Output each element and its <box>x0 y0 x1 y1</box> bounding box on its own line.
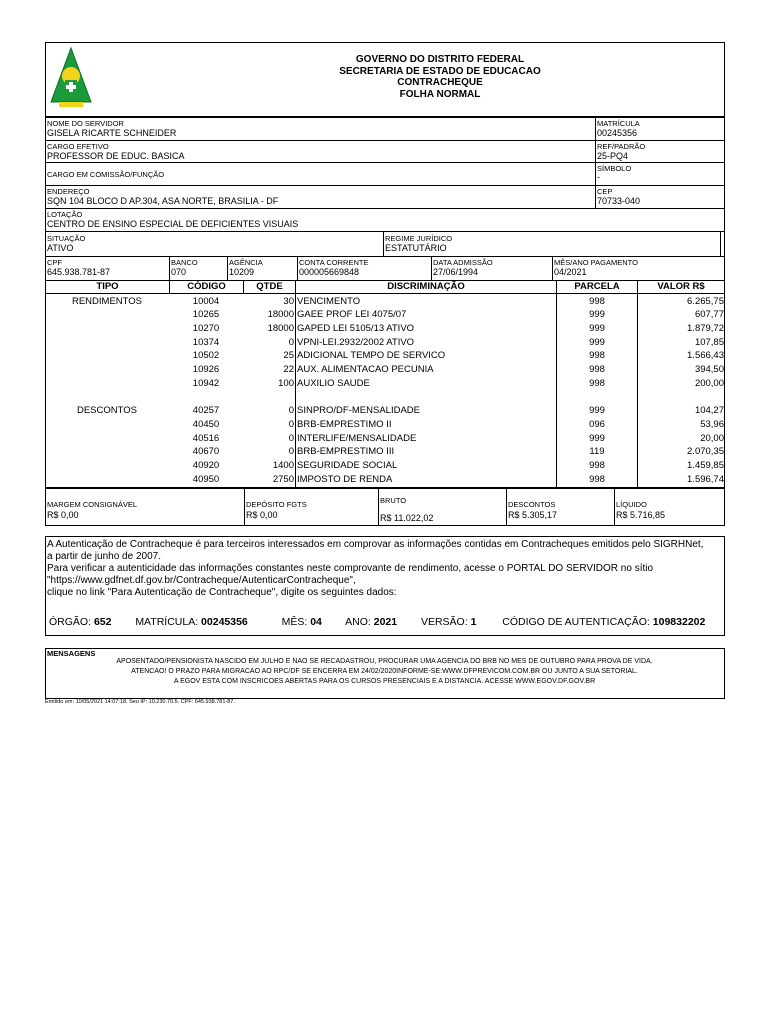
lotacao-label: LOTAÇÃO <box>47 210 83 219</box>
table-row <box>0 336 768 350</box>
cell-qtde: 22 <box>283 364 294 376</box>
cell-qtde: 0 <box>288 418 294 430</box>
cell-valor: 6.265,75 <box>687 295 724 307</box>
auth-versao-value: 1 <box>470 616 477 628</box>
margem-label: MARGEM CONSIGNÁVEL <box>47 500 138 509</box>
cep-value: 70733-040 <box>597 196 641 206</box>
col-discriminacao: DISCRIMINAÇÃO <box>387 281 465 292</box>
cell-parcela: 998 <box>589 295 605 307</box>
ref-value: 25-PQ4 <box>597 151 629 161</box>
auth-line-2: a partir de junho de 2007. <box>47 551 161 562</box>
bruto-label: BRUTO <box>380 496 407 505</box>
comissao-label: CARGO EM COMISSÃO/FUNÇÃO <box>47 170 165 179</box>
conta-label: CONTA CORRENTE <box>299 258 369 267</box>
message-2: ATENCAO! O PRAZO PARA MIGRACAO AO RPC/DF SE ENCERRA EM 24/02/2020INFORME-SE:WWW.DFPREVICOM.COM.BR OU JUNTO A SUA SETORIAL. <box>131 668 638 675</box>
cell-valor: 2.070,35 <box>687 446 724 458</box>
cell-parcela: 999 <box>589 432 605 444</box>
auth-ano-value: 2021 <box>373 616 398 628</box>
agencia-label: AGÊNCIA <box>229 258 263 267</box>
matricula-label: MATRÍCULA <box>597 119 640 128</box>
auth-codigo-label: CÓDIGO DE AUTENTICAÇÃO: <box>502 616 650 628</box>
cell-desc: BRB-EMPRESTIMO III <box>297 446 395 458</box>
cell-desc: IMPOSTO DE RENDA <box>297 473 393 485</box>
cell-parcela: 998 <box>589 350 605 362</box>
auth-line-3: Para verificar a autenticidade das informações constantes neste comprovante de rendimento, acesse o PORTAL DO SERVIDOR no sítio <box>47 563 654 574</box>
col-valor: VALOR R$ <box>657 281 705 292</box>
cell-valor: 1.879,72 <box>687 322 724 334</box>
auth-mes-value: 04 <box>310 616 322 628</box>
cell-codigo: 40670 <box>192 446 220 458</box>
table-row <box>0 322 768 336</box>
cell-desc: GAPED LEI 5105/13 ATIVO <box>297 322 415 334</box>
cell-parcela: 998 <box>589 473 605 485</box>
cell-qtde: 100 <box>278 377 294 389</box>
table-row <box>0 363 768 377</box>
cargo-label: CARGO EFETIVO <box>47 142 109 151</box>
cell-parcela: 999 <box>589 322 605 334</box>
ref-label: REF/PADRÃO <box>597 142 646 151</box>
cell-codigo: 40257 <box>192 405 220 417</box>
cell-desc: VENCIMENTO <box>297 295 361 307</box>
cell-qtde: 25 <box>283 350 294 362</box>
mes-pagamento-value: 04/2021 <box>554 267 587 277</box>
auth-codigo-value: 109832202 <box>652 616 706 628</box>
table-row <box>0 391 768 405</box>
table-row <box>0 377 768 391</box>
gdf-logo-icon <box>49 46 93 110</box>
cell-codigo: 40920 <box>192 460 220 472</box>
agencia-value: 10209 <box>229 267 255 277</box>
message-3: A EGOV ESTA COM INSCRICOES ABERTAS PARA OS CURSOS PRESENCIAIS E A DISTANCIA. ACESSE WWW.EGOV.DF.GOV.BR <box>173 678 596 685</box>
table-row <box>0 349 768 363</box>
cell-qtde: 1400 <box>272 460 294 472</box>
conta-value: 000005669848 <box>299 267 360 277</box>
header-line-4: FOLHA NORMAL <box>399 88 481 100</box>
cell-codigo: 10942 <box>192 377 220 389</box>
cell-valor: 1.459,85 <box>687 460 724 472</box>
table-row <box>0 473 768 487</box>
header-line-3: CONTRACHEQUE <box>397 77 483 88</box>
cell-parcela: 998 <box>589 460 605 472</box>
banco-label: BANCO <box>171 258 198 267</box>
col-codigo: CÓDIGO <box>187 281 226 292</box>
cell-desc: INTERLIFE/MENSALIDADE <box>297 432 417 444</box>
cell-qtde: 18000 <box>267 309 294 321</box>
header-line-2: SECRETARIA DE ESTADO DE EDUCACAO <box>339 65 541 77</box>
auth-line-4: "https://www.gdfnet.df.gov.br/Contracheque/AutenticarContracheque", <box>47 575 356 586</box>
cell-valor: 104,27 <box>694 405 724 417</box>
descontos-value: R$ 5.305,17 <box>508 510 558 520</box>
table-row <box>0 418 768 432</box>
table-row <box>0 308 768 322</box>
auth-mes-label: MÊS: <box>281 616 308 628</box>
cell-tipo: DESCONTOS <box>76 405 137 417</box>
cell-valor: 53,96 <box>700 418 724 430</box>
auth-line-1: A Autenticação de Contracheque é para terceiros interessados em comprovar as informações contidas em Contracheques emitidos pelo SIGRHNet, <box>47 539 704 550</box>
cell-codigo: 10502 <box>192 350 220 362</box>
cell-qtde: 2750 <box>272 473 294 485</box>
auth-ano-label: ANO: <box>345 616 371 628</box>
orgao-label: ÓRGÃO: <box>49 616 92 628</box>
cpf-label: CPF <box>47 258 62 267</box>
cell-qtde: 0 <box>288 432 294 444</box>
cell-qtde: 0 <box>288 405 294 417</box>
fgts-value: R$ 0,00 <box>246 510 278 520</box>
cell-desc: ADICIONAL TEMPO DE SERVICO <box>297 350 446 362</box>
messages-title: MENSAGENS <box>47 649 96 658</box>
simbolo-label: SÍMBOLO <box>597 164 632 173</box>
cell-valor: 607,77 <box>694 309 724 321</box>
emission-footer: Emitido em: 10/05/2021 14:07:18. Seu IP: 10.230.70.5. CPF: 645.938.781-87. <box>45 699 235 705</box>
nome-label: NOME DO SERVIDOR <box>47 119 124 128</box>
table-row <box>0 404 768 418</box>
cargo-value: PROFESSOR DE EDUC. BASICA <box>47 151 185 161</box>
cell-parcela: 998 <box>589 364 605 376</box>
cell-parcela: 999 <box>589 336 605 348</box>
bruto-value: R$ 11.022,02 <box>380 513 434 523</box>
cell-qtde: 18000 <box>267 322 294 334</box>
cell-desc: VPNI-LEI.2932/2002 ATIVO <box>297 336 415 348</box>
auth-codes <box>49 616 705 629</box>
cell-valor: 394,50 <box>694 364 724 376</box>
cell-parcela: 999 <box>589 309 605 321</box>
cell-parcela: 119 <box>589 446 605 458</box>
col-qtde: QTDE <box>256 281 283 292</box>
cell-desc: SINPRO/DF-MENSALIDADE <box>297 405 420 417</box>
cell-qtde: 0 <box>288 336 294 348</box>
table-row <box>0 295 768 309</box>
auth-versao-label: VERSÃO: <box>420 616 468 628</box>
col-tipo: TIPO <box>96 281 119 292</box>
auth-matricula-value: 00245356 <box>201 616 248 628</box>
liquido-value: R$ 5.716,85 <box>616 510 666 520</box>
cell-parcela: 999 <box>589 405 605 417</box>
cell-codigo: 10926 <box>192 364 220 376</box>
cell-desc: BRB-EMPRESTIMO II <box>297 418 392 430</box>
nome-value: GISELA RICARTE SCHNEIDER <box>47 128 177 138</box>
header-title <box>250 54 630 100</box>
auth-line-5: clique no link "Para Autenticação de Contracheque", digite os seguintes dados: <box>47 587 397 598</box>
situacao-label: SITUAÇÃO <box>47 234 86 243</box>
table-row <box>0 432 768 446</box>
cell-desc: GAEE PROF LEI 4075/07 <box>297 309 407 321</box>
table-row <box>0 445 768 459</box>
admissao-value: 27/06/1994 <box>433 267 479 277</box>
cell-codigo: 10265 <box>192 309 220 321</box>
mes-pagamento-label: MÊS/ANO PAGAMENTO <box>554 258 638 267</box>
cell-parcela: 998 <box>589 377 605 389</box>
cell-valor: 1.566,43 <box>687 350 724 362</box>
cell-codigo: 40450 <box>192 418 220 430</box>
cell-codigo: 10270 <box>192 322 220 334</box>
cell-codigo: 40950 <box>192 473 220 485</box>
cell-valor: 1.596,74 <box>687 473 724 485</box>
margem-value: R$ 0,00 <box>47 510 79 520</box>
cell-valor: 20,00 <box>700 432 724 444</box>
cpf-value: 645.938.781-87 <box>47 267 111 277</box>
simbolo-value: - <box>597 172 600 182</box>
message-1: APOSENTADO/PENSIONISTA NASCIDO EM JULHO E NAO SE RECADASTROU, PROCURAR UMA AGENCIA DO BRB NO MES DE OUTUBRO PARA PROVA DE VIDA. <box>116 658 653 665</box>
cell-codigo: 10004 <box>192 295 220 307</box>
orgao-value: 652 <box>93 616 112 628</box>
matricula-value: 00245356 <box>597 128 638 138</box>
cell-parcela: 096 <box>589 418 605 430</box>
col-parcela: PARCELA <box>574 281 620 292</box>
regime-value: ESTATUTÁRIO <box>385 243 447 253</box>
liquido-label: LÍQUIDO <box>616 500 647 509</box>
admissao-label: DATA ADMISSÃO <box>433 258 493 267</box>
endereco-label: ENDEREÇO <box>47 187 90 196</box>
cell-desc: AUXILIO SAUDE <box>297 377 370 389</box>
header-line-1: GOVERNO DO DISTRITO FEDERAL <box>355 54 525 65</box>
cell-qtde: 30 <box>283 295 294 307</box>
cell-tipo: RENDIMENTOS <box>71 295 143 307</box>
cell-valor: 107,85 <box>694 336 724 348</box>
situacao-value: ATIVO <box>47 243 74 253</box>
endereco-value: SQN 104 BLOCO D AP.304, ASA NORTE, BRASILIA - DF <box>47 196 279 206</box>
cell-codigo: 40516 <box>192 432 220 444</box>
cell-desc: AUX. ALIMENTACAO PECUNIA <box>297 364 434 376</box>
table-row <box>0 459 768 473</box>
banco-value: 070 <box>171 267 187 277</box>
cell-valor: 200,00 <box>694 377 724 389</box>
cep-label: CEP <box>597 187 613 196</box>
cell-codigo: 10374 <box>192 336 220 348</box>
descontos-label: DESCONTOS <box>508 500 556 509</box>
regime-label: REGIME JURÍDICO <box>385 234 453 243</box>
lotacao-value: CENTRO DE ENSINO ESPECIAL DE DEFICIENTES VISUAIS <box>47 219 299 229</box>
cell-desc: SEGURIDADE SOCIAL <box>297 460 398 472</box>
auth-matricula-label: MATRÍCULA: <box>135 616 199 628</box>
fgts-label: DEPÓSITO FGTS <box>246 500 307 509</box>
cell-qtde: 0 <box>288 446 294 458</box>
